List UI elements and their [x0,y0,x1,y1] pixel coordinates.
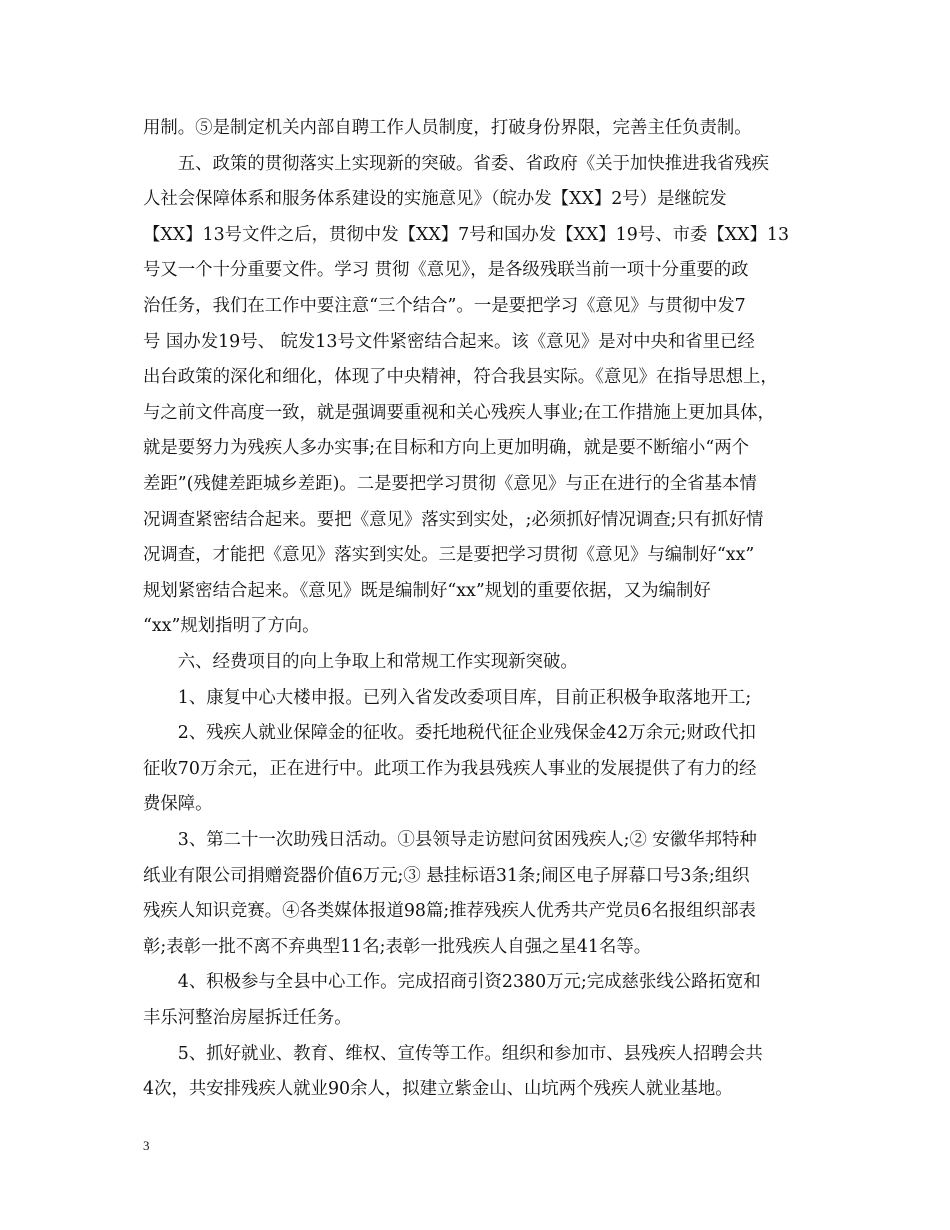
page-number: 3 [143,1138,150,1153]
text-line: 出台政策的深化和细化，体现了中央精神，符合我县实际。《意见》在指导思想上， [143,367,778,387]
text-line: 丰乐河整治房屋拆迁任务。 [143,1008,352,1028]
text-line: 况调查紧密结合起来。要把《意见》落实到实处，;必须抓好情况调查;只有抓好情 [143,510,764,530]
text-line: 费保障。 [143,794,213,814]
text-line: 彰;表彰一批不离不弃典型11名;表彰一批残疾人自强之星41名等。 [143,937,652,957]
text-line: 4、积极参与全县中心工作。完成招商引资2380万元;完成慈张线公路拓宽和 [143,972,761,992]
text-line: 六、经费项目的向上争取上和常规工作实现新突破。 [143,652,578,672]
text-line: 5、抓好就业、教育、维权、宣传等工作。组织和参加市、县残疾人招聘会共 [143,1044,763,1064]
text-line: 治任务，我们在工作中要注意“三个结合”。一是要把学习《意见》与贯彻中发7 [143,296,746,316]
text-line: 号又一个十分重要文件。学习 贯彻《意见》，是各级残联当前一项十分重要的政 [143,260,749,280]
text-line: 1、康复中心大楼申报。已列入省发改委项目库，目前正积极争取落地开工; [143,688,752,708]
text-line: 征收70万余元，正在进行中。此项工作为我县残疾人事业的发展提供了有力的经 [143,759,757,779]
text-line: 号 国办发19号、 皖发13号文件紧密结合起来。该《意见》是对中央和省里已经 [143,332,755,352]
text-line: 残疾人知识竞赛。④各类媒体报道98篇;推荐残疾人优秀共产党员6名报组织部表 [143,901,756,921]
text-line: 就是要努力为残疾人多办实事;在目标和方向上更加明确，就是要不断缩小“两个 [143,438,750,458]
text-line: 【XX】13号文件之后，贯彻中发【XX】7号和国办发【XX】19号、市委【XX】13 [143,225,790,245]
text-line: 纸业有限公司捐赠瓷器价值6万元;③ 悬挂标语31条;闹区电子屏幕口号3条;组织 [143,866,750,886]
text-line: 2、残疾人就业保障金的征收。委托地税代征企业残保金42万余元;财政代扣 [143,723,756,743]
text-line: 况调查，才能把《意见》落实到实处。三是要把学习贯彻《意见》与编制好“xx” [143,545,755,565]
text-line: 用制。⑤是制定机关内部自聘工作人员制度，打破身份界限，完善主任负责制。 [143,118,752,138]
text-line: 4次，共安排残疾人就业90余人，拟建立紫金山、山坑两个残疾人就业基地。 [143,1079,733,1099]
text-line: 与之前文件高度一致，就是强调要重视和关心残疾人事业;在工作措施上更加具体， [143,403,775,423]
text-line: 规划紧密结合起来。《意见》既是编制好“xx”规划的重要依据，又为编制好 [143,581,711,601]
text-line: “xx”规划指明了方向。 [143,616,320,636]
text-line: 人社会保障体系和服务体系建设的实施意见》（皖办发【XX】2号）是继皖发 [143,189,727,209]
text-line: 3、第二十一次助残日活动。①县领导走访慰问贫困残疾人;② 安徽华邦特种 [143,830,757,850]
text-line: 五、政策的贯彻落实上实现新的突破。省委、省政府《关于加快推进我省残疾 [143,154,770,174]
text-line: 差距”(残健差距城乡差距)。二是要把学习贯彻《意见》与正在进行的全省基本情 [143,474,757,494]
